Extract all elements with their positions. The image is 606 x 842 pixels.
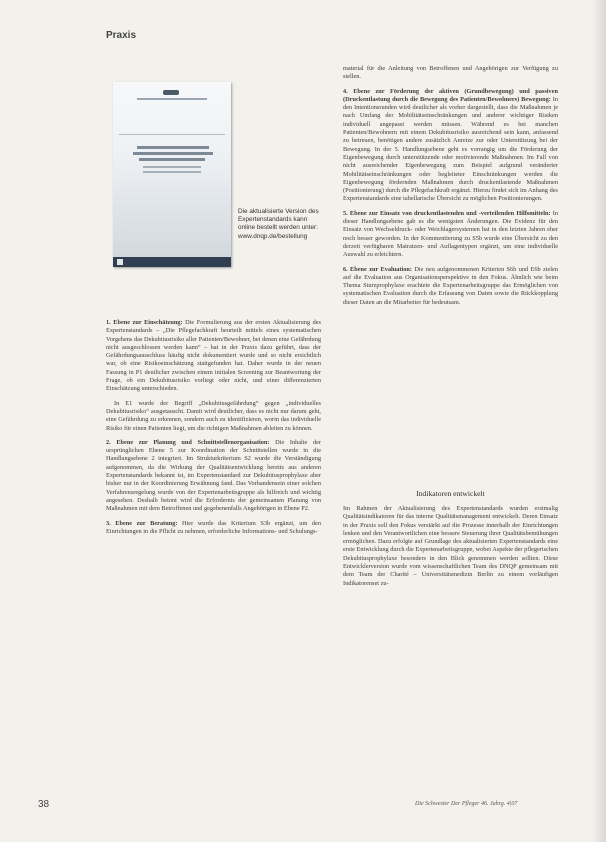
left-column	[106, 319, 321, 542]
footer-citation: Die Schwester Der Pfleger 46. Jahrg. 4|07	[415, 801, 518, 807]
subheading: Indikatoren entwickelt	[416, 489, 485, 498]
paragraph: Im Rahmen der Aktualisierung des Expertenstandards wurden erstmalig Qualitätsindikatoren für das interne Qualitätsmanagement entwickelt. Deren Einsatz in der Praxis soll den Fokus verstärkt auf die Prozesse innerhalb der Einrichtungen lenken und den Verantwortlichen eine bessere Steuerung ihrer Qualitätsbemühungen ermöglichen. Dazu erfolgte auf Grundlage des aktualisierten Expertenstandards eine erste Entwicklung durch die Expertenarbeitsgruppe, wobei Aspekte der pflegerischen Dekubitusprophylaxe besonders in den Blick genommen werden sollten. Diese Entwicklerversion wurde vom wissenschaftlichen Team des DNQP gemeinsam mit dem Team der Charité – Universitätsmedizin Berlin zu einem vorläufigen Indikatorenset zu-	[343, 505, 558, 587]
section-label: Praxis	[106, 30, 137, 41]
page-gutter-shadow	[592, 0, 606, 842]
paragraph: 5. Ebene zur Einsatz von druckentlastenden und -verteilenden Hilfsmitteln: In dieser Handlungsebene gab es die wenigsten Änderungen. Die Evidenz für den Einsatz von Wechseldruck- oder Weichlagersystemen hat in den letzten Jahren eher noch besser geworden. In der Kommentierung zu S5b wurde eine Übersicht zu den derzeit verfügbaren Matratzen- und Auflagentypen ergänzt, um eine individuelle Auswahl zu erleichtern.	[343, 209, 558, 259]
right-column-top	[343, 65, 558, 313]
paragraph: 2. Ebene zur Planung und Schnittstellenorganisation: Die Inhalte der ursprünglichen Ebene 5 zur Koordination der Schnittstellen wurde in die Handlungsebene 2 integriert. Im Strukturkriterium S2 wurde die Verständigung aufgenommen, da die Wirkung der Qualitätsentwicklung bereits aus anderen Expertenstandards bekannt ist, im Expertenstandard zur Dekubitusprophylaxe aber bisher nur in der Koordinierung Erwähnung fand. Das Vorhandensein einer solchen Verfahrensregelung wurde von der Expertenarbeitsgruppe als hilfreich und wichtig angesehen. Deshalb betont wird die Erfordernis der gemeinsamen Planung von Maßnahmen mit dem Betroffenen und gegebenenfalls Angehörigen in Ebene P2.	[106, 438, 322, 513]
paragraph: material für die Anleitung von Betroffenen und Angehörigen zur Verfügung zu stellen.	[343, 65, 558, 81]
right-column-bottom	[343, 505, 558, 594]
paragraph: In E1 wurde der Begriff „Dekubitusgefährdung“ gegen „individuelles Dekubitusrisiko“ ausgetauscht. Damit wird deutlicher, dass es nicht nur darum geht, eine Gefährdung zu erkennen, sondern auch zu identifizieren, worin das individuelle Risiko für einen Patienten liegt, um die richtigen Maßnahmen ableiten zu können.	[106, 399, 321, 432]
page-number: 38	[38, 799, 50, 810]
paragraph: 3. Ebene zur Beratung: Hier wurde das Kriterium S3b ergänzt, um den Einrichtungen in die Pflicht zu nehmen, erforderliche Informations- und Schulungs-	[106, 519, 321, 535]
paragraph: 1. Ebene zur Einschätzung: Die Formulierung aus der ersten Aktualisierung des Expertenstandards – „Die Pflegefachkraft beurteilt mittels eines systematischen Vorgehens das Dekubitusrisiko aller Patienten/Bewohner, bei denen eine Gefährdung nicht ausgeschlossen werden kann“ – hat in der Praxis dazu geführt, dass der Gefährdungsausschluss häufig nicht dokumentiert wurde und so nicht ersichtlich war, ob eine Risikoeinschätzung stattgefunden hat. Daher wurde in der neuen Fassung in P1 deutlicher zwischen einem initialen Screening zur Beantwortung der Frage, ob ein Dekubitusrisiko vorliegt oder nicht, und einer differenzierten Einschätzung unterschieden.	[106, 319, 321, 393]
image-caption: Die aktualisierte Version des Expertenstandards kann online bestellt werden unter: www.dnqp.de/bestellung	[238, 208, 319, 240]
expert-standard-cover-image	[113, 82, 231, 267]
dnqp-logo	[163, 90, 179, 95]
paragraph: 6. Ebene zur Evaluation: Die neu aufgenommenen Kriterien S6b und E6b zielen auf die Evaluation aus Organisationsperspektive in den Fokus. Ähnlich wie beim Thema Sturzprophylaxe erachtete die Expertenarbeitsgruppe das Ermöglichen von systematischen Evaluation durch die Erfassung von Daten sowie die Rückkopplung dieser Daten an die Mitarbeiter für bedeutsam.	[343, 265, 558, 306]
paragraph: 4. Ebene zur Förderung der aktiven (Grundbewegung) und passiven (Druckentlastung durch die Bewegung des Patienten/Bewohners) Bewegung: In den Intentionsrunden wird deutlicher als vorher dargestellt, dass die Maßnahmen je nach Umfang der Mobilitätseinschränkungen und anderer wichtiger Risiken individuell angepasst werden müssen. Während es bei manchen Patienten/Bewohnern mit einem Dekubitusrisiko ausreichend sein kann, anfassend zu betreuen, benötigen andere zusätzlich Anreize zur oder Unterstützung bei der Bewegung. In der 5. Handlungsebene geht es vorrangig um die Förderung der Eigenbewegung durch unterstützende oder motivierende Maßnahmen. Im Fall von nicht ausreichender Eigenbewegung zum Beispiel aufgrund veränderter Mobilitätseinschränkungen oder begleiteter Einschränkungen werden die Eigenbewegung fördernden Maßnahmen durch druckentlastende Maßnahmen (Positionierung) durch die Pflegefachkraft ergänzt. Hierzu findet sich im Anhang des Expertenstandards eine tabellarische Übersicht zu möglichen Positionierungen.	[343, 87, 558, 203]
